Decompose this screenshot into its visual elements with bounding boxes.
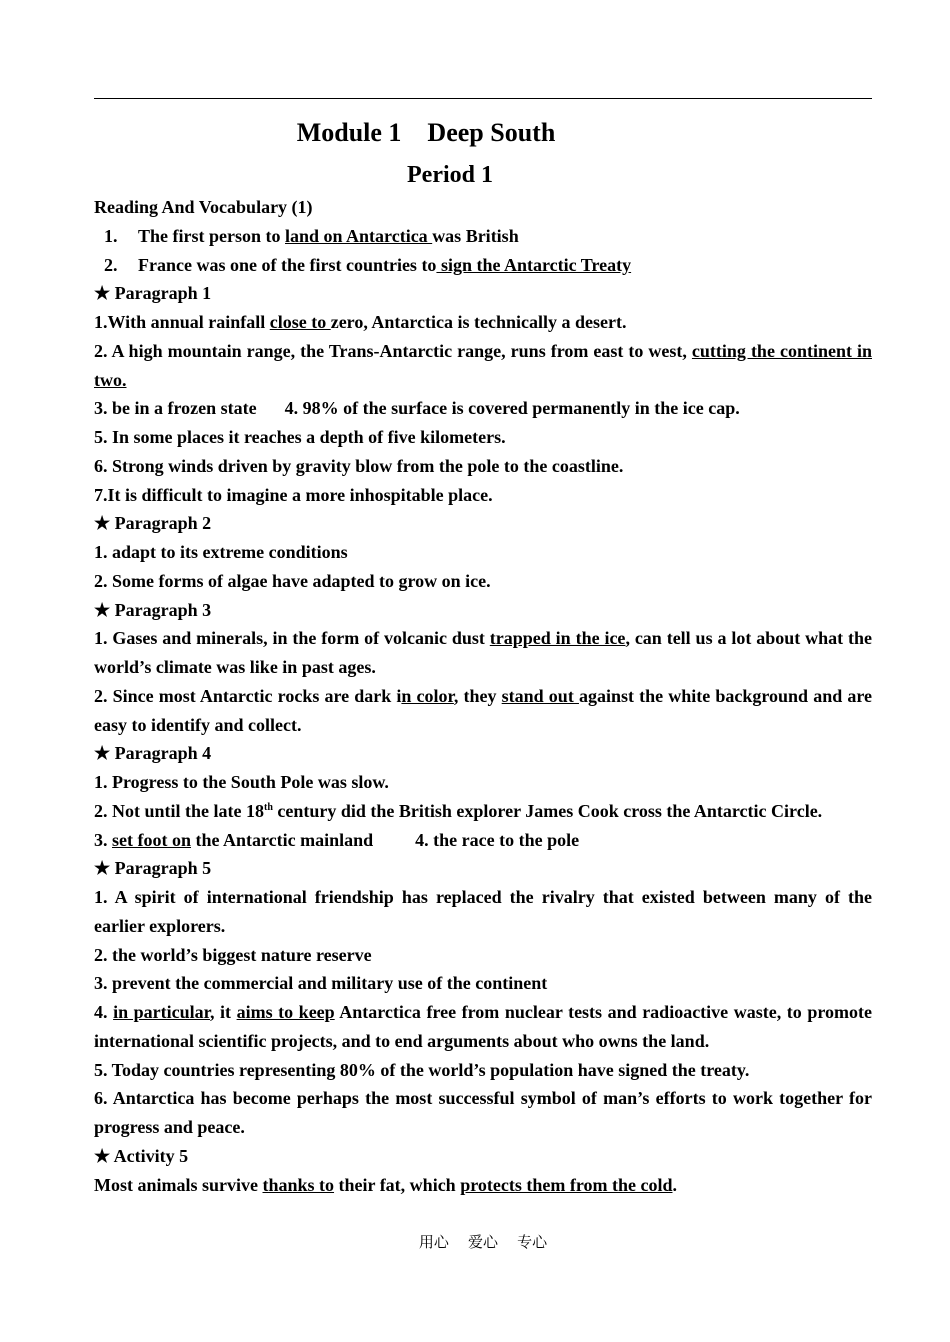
page-footer: 用心 爱心 专心	[418, 1233, 548, 1251]
line	[94, 682, 872, 740]
numbered-item	[94, 251, 872, 280]
paragraph-heading	[94, 509, 872, 538]
star-icon: ★	[94, 283, 111, 304]
item-text: was British	[432, 225, 519, 246]
line	[94, 337, 872, 395]
underlined-phrase: n color	[401, 685, 454, 706]
underlined-phrase: thanks to	[262, 1174, 335, 1195]
paragraph-heading	[94, 854, 872, 883]
line-text: 1. Gases and minerals, in the form of volcanic dust	[94, 628, 490, 649]
line-text: 4. the race to the pole	[415, 829, 580, 850]
underlined-phrase: in particular	[113, 1002, 210, 1022]
heading-label: Paragraph 4	[114, 743, 212, 764]
item-text: France was one of the first countries to	[138, 254, 437, 275]
header-rule	[94, 98, 872, 99]
line-text: 4.	[94, 1002, 114, 1022]
star-icon: ★	[94, 599, 111, 620]
paragraph-heading	[94, 279, 872, 308]
line-text: , can tell us a lot about what the world’s climate was like in past ages.	[94, 628, 872, 677]
line: 6. Strong winds driven by gravity blow from the pole to the coastline.	[94, 455, 624, 476]
line	[94, 394, 872, 423]
line	[94, 998, 872, 1056]
line	[94, 826, 872, 855]
star-icon: ★	[94, 1145, 111, 1166]
document-body	[94, 193, 872, 1199]
line: 5. In some places it reaches a depth of five kilometers.	[94, 427, 506, 447]
line: 1. A spirit of international friendship has replaced the rivalry that existed between many of the earlier explorers.	[94, 887, 872, 936]
line-text: 4. 98% of the surface is covered permanently in the ice cap.	[284, 398, 740, 419]
line-text: 3. be in a frozen state	[94, 398, 257, 419]
underlined-phrase: stand out	[501, 685, 579, 706]
line-text: 2. A high mountain range, the Trans-Antarctic range, runs from east to west,	[94, 340, 692, 361]
line: 5. Today countries representing 80% of the world’s population have signed the treaty.	[94, 1059, 750, 1080]
line-text: zero, Antarctica is technically a desert.	[330, 312, 627, 332]
page-title: Module 1 Deep South	[296, 118, 556, 147]
line: 2. the world’s biggest nature reserve	[94, 944, 372, 965]
item-number: 1.	[104, 225, 118, 246]
line: 2. Some forms of algae have adapted to grow on ice.	[94, 570, 491, 591]
line-text: 3.	[94, 829, 112, 850]
line	[94, 1171, 872, 1200]
line-text: Most animals survive	[94, 1174, 263, 1195]
section-heading: Reading And Vocabulary (1)	[94, 197, 313, 217]
line-text: 2. Since most Antarctic rocks are dark i	[94, 685, 402, 706]
item-text: The first person to	[138, 225, 285, 246]
star-icon: ★	[94, 513, 111, 534]
line-text: 1.With annual rainfall	[94, 312, 270, 332]
heading-label: Activity 5	[113, 1145, 189, 1166]
line	[94, 308, 872, 337]
page-subtitle: Period 1	[407, 162, 493, 188]
line-text: the Antarctic mainland	[191, 829, 374, 850]
line-text: their fat, which	[334, 1174, 461, 1195]
line-text: century did the British explorer James Cook cross the Antarctic Circle.	[272, 800, 823, 821]
underlined-phrase: set foot on	[112, 829, 191, 850]
line	[94, 624, 872, 682]
underlined-phrase: cutting the continent in two.	[94, 340, 872, 390]
paragraph-heading	[94, 1142, 872, 1171]
numbered-item	[94, 222, 872, 251]
underlined-phrase: close to	[269, 312, 331, 332]
star-icon: ★	[94, 743, 111, 764]
paragraph-heading	[94, 596, 872, 625]
line-text: , it	[209, 1002, 237, 1022]
line: 3. prevent the commercial and military use of the continent	[94, 973, 548, 994]
line: 7.It is difficult to imagine a more inhospitable place.	[94, 484, 493, 505]
line: 1. Progress to the South Pole was slow.	[94, 772, 389, 792]
superscript: th	[264, 801, 273, 813]
underlined-phrase: land on Antarctica	[285, 225, 433, 246]
line-text: 2. Not until the late 18	[94, 800, 264, 821]
line-text: .	[672, 1174, 677, 1195]
underlined-phrase: protects them from the cold	[460, 1174, 673, 1195]
line-text: , they	[453, 685, 502, 706]
star-icon: ★	[94, 858, 111, 879]
heading-label: Paragraph 5	[114, 858, 212, 879]
line: 6. Antarctica has become perhaps the most successful symbol of man’s efforts to work together for progress and peace.	[94, 1088, 872, 1137]
underlined-phrase: trapped in the ice	[489, 628, 626, 649]
underlined-phrase: sign the Antarctic Treaty	[436, 254, 632, 275]
heading-label: Paragraph 2	[114, 513, 212, 534]
item-number: 2.	[104, 254, 118, 275]
line-text: Antarctica free from nuclear tests and radioactive waste, to promote international scientific projects, and to end arguments about who owns the land.	[94, 1002, 872, 1051]
paragraph-heading	[94, 739, 872, 768]
line-text: against the white background and are easy to identify and collect.	[94, 685, 872, 735]
line: 1. adapt to its extreme conditions	[94, 542, 348, 562]
heading-label: Paragraph 3	[114, 599, 212, 620]
line	[94, 797, 872, 826]
heading-label: Paragraph 1	[114, 283, 212, 304]
underlined-phrase: aims to keep	[236, 1002, 335, 1022]
